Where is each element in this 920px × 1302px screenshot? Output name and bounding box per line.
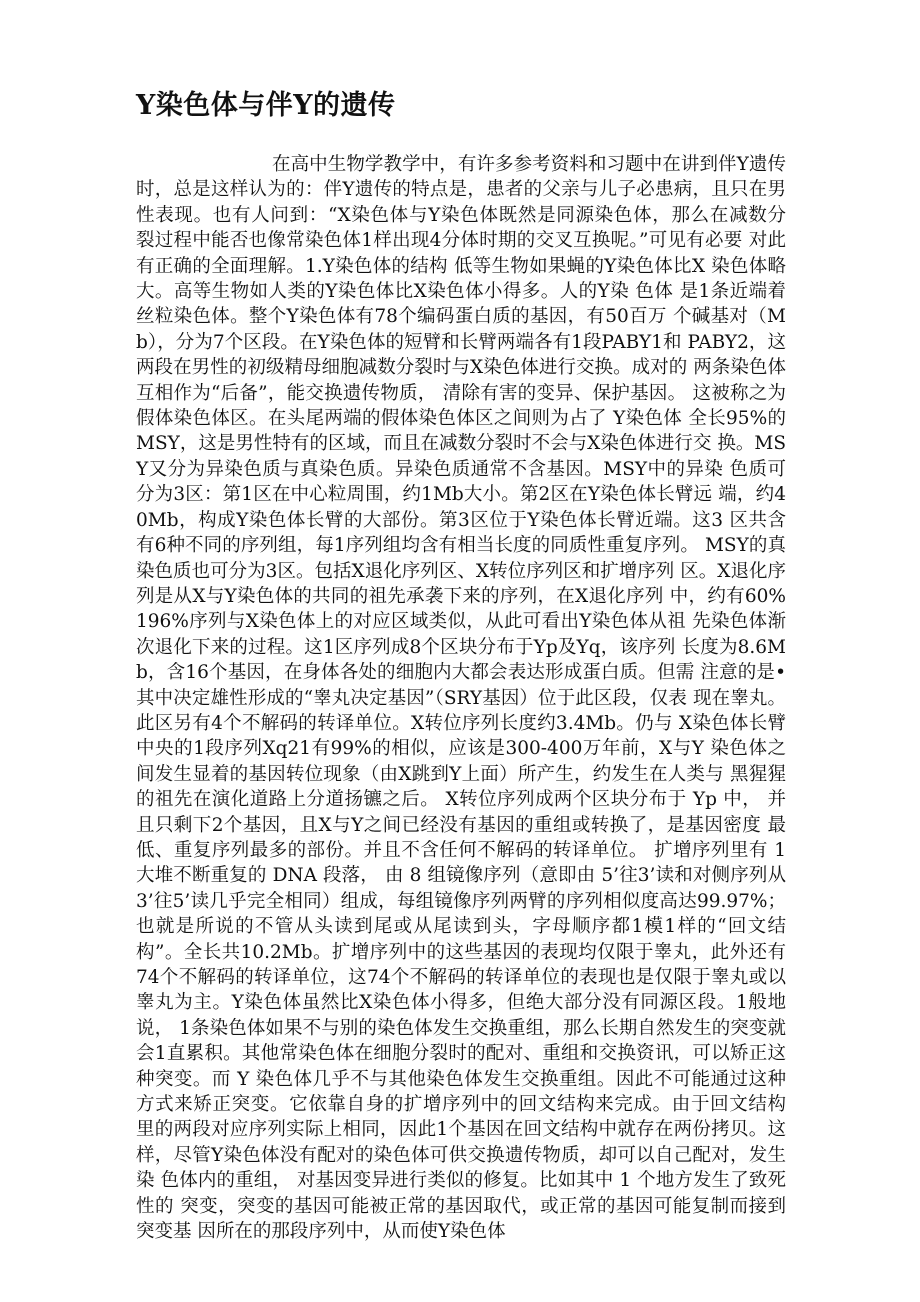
document-title: Y染色体与伴Y的遗传 bbox=[136, 90, 396, 121]
document-body-paragraph: 在高中生物学教学中，有许多参考资料和习题中在讲到伴Y遗传时，总是这样认为的：伴Y遗传的特点是，患者的父亲与儿子必患病，且只在男性表现。也有人问到：“X染色体与Y染色体既然是同源染色体，那么在减数分 裂过程中能否也像常染色体1样出现4分体时期的交叉互换呢。”可见有必要 对此有正确的全面理解。1.Y染色体的结构 低等生物如果蝇的Y染色体比X 染色体略大。高等生物如人类的Y染色体比X染色体小得多。人的Y染 色体 是1条近端着丝粒染色体。整个Y染色体有78个编码蛋白质的基因，有50百万 个碱基对（Mb），分为7个区段。在Y染色体的短臂和长臂两端各有1段PABY1和 PABY2，这两段在男性的初级精母细胞减数分裂时与X染色体进行交换。成对的 两条染色体互相作为“后备”，能交换遗传物质， 清除有害的变异、保护基因。 这被称之为假体染色体区。在头尾两端的假体染色体区之间则为占了 Y染色体 全长95%的MSY，这是男性特有的区域，而且在减数分裂时不会与X染色体进行交 换。MSY又分为异染色质与真染色质。异染色质通常不含基因。MSY中的异染 色质可分为3区：第1区在中心粒周围，约1Mb大小。第2区在Y染色体长臂远 端，约40Mb，构成Y染色体长臂的大部份。第3区位于Y染色体长臂近端。这3 区共含有6种不同的序列组，每1序列组均含有相当长度的同质性重复序列。 MSY的真染色质也可分为3区。包括X退化序列区、X转位序列区和扩增序列 区。X退化序列是从X与Y染色体的共同的祖先承袭下来的序列，在X退化序列 中，约有60%196%序列与X染色体上的对应区域类似，从此可看出Y染色体从祖 先染色体渐次退化下来的过程。这1区序列成8个区块分布于Yp及Yq，该序列 长度为8.6Mb，含16个基因，在身体各处的细胞内大都会表达形成蛋白质。但需 注意的是•其中决定雄性形成的“睾丸决定基因”（SRY基因）位于此区段，仅表 现在睾丸。此区另有4个不解码的转译单位。X转位序列长度约3.4Mb。仍与 X染色体长臂中央的1段序列Xq21有99%的相似，应该是300-400万年前，X与Y 染色体之间发生显着的基因转位现象（由X跳到Y上面）所产生，约发生在人类与 黑猩猩的祖先在演化道路上分道扬镳之后。 X转位序列成两个区块分布于 Yp 中， 并且只剩下2个基因，且X与Y之间已经没有基因的重组或转换了，是基因密度 最低、重复序列最多的部份。并且不含任何不解码的转译单位。 扩增序列里有 1 大堆不断重复的 DNA 段落， 由 8 组镜像序列（意即由 5’往3’读和对侧序列从 3’往5’读几乎完全相同）组成，每组镜像序列两臂的序列相似度高达99.97%；也就是所说的不管从头读到尾或从尾读到头，字母顺序都1模1样的“回文结 构”。全长共10.2Mb。扩增序列中的这些基因的表现均仅限于睾丸，此外还有 74个不解码的转译单位，这74个不解码的转译单位的表现也是仅限于睾丸或以 睾丸为主。Y染色体虽然比X染色体小得多，但绝大部分没有同源区段。1般地 说， 1条染色体如果不与别的染色体发生交换重组，那么长期自然发生的突变就 会1直累积。其他常染色体在细胞分裂时的配对、重组和交换资讯，可以矫正这 种突变。而 Y 染色体几乎不与其他染色体发生交换重组。因此不可能通过这种 方式来矫正突变。它依靠自身的扩增序列中的回文结构来完成。由于回文结构 里的两段对应序列实际上相同，因此1个基因在回文结构中就存在两份拷贝。这 样，尽管Y染色体没有配对的染色体可供交换遗传物质，却可以自己配对，发生染 色体内的重组， 对基因变异进行类似的修复。比如其中 1 个地方发生了致死性的 突变，突变的基因可能被正常的基因取代，或正常的基因可能复制而接到突变基 因所在的那段序列中，从而使Y染色体 bbox=[136, 154, 786, 1243]
